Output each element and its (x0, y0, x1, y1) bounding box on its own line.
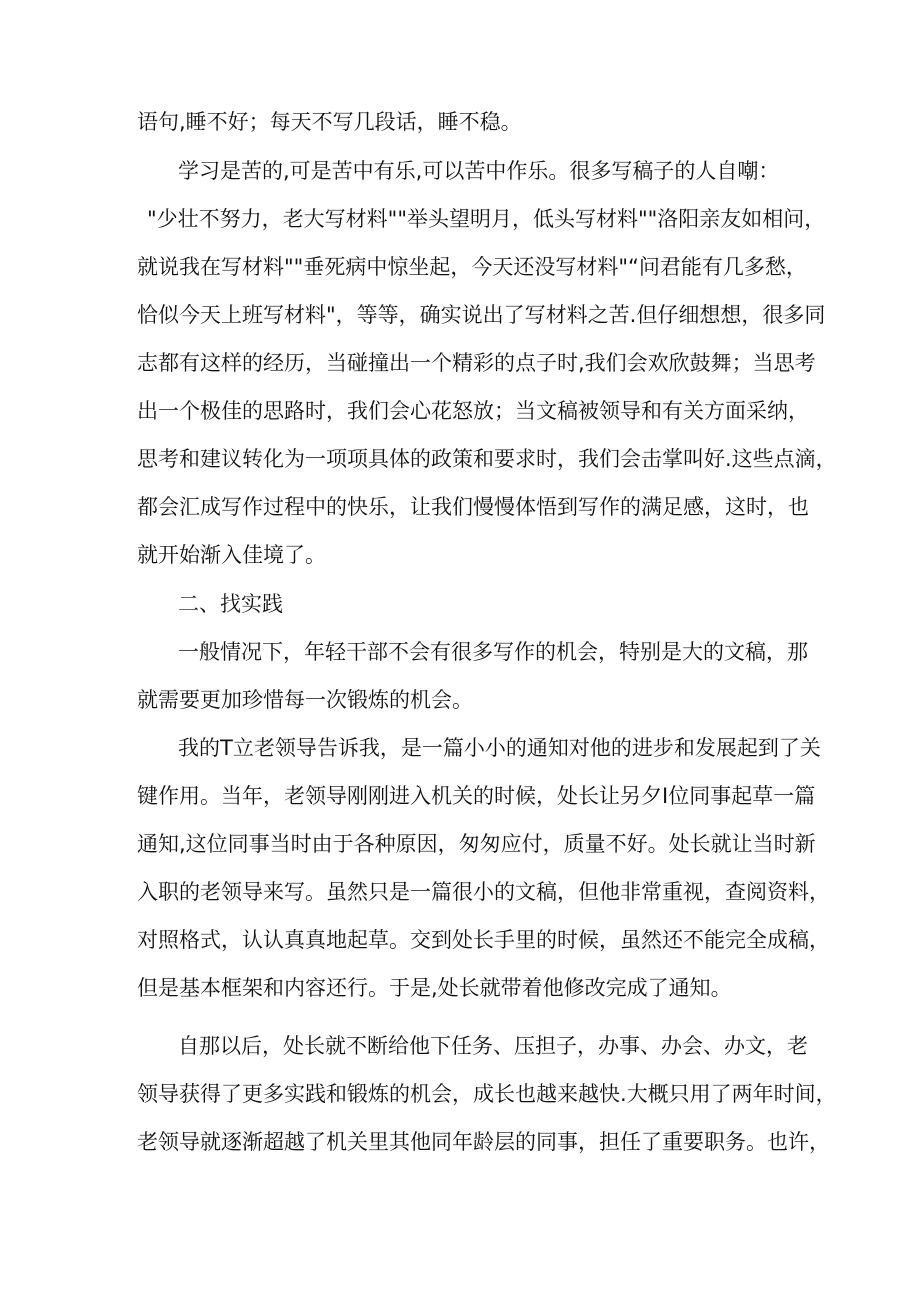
text-line: 思考和建议转化为一项项具体的政策和要求时，我们会击掌叫好.这些点滴， (137, 447, 837, 471)
text-line: 通知,这位同事当时由于各种原因，匆匆应付，质量不好。处长就让当时新 (137, 832, 816, 856)
text-line: 就说我在写材料""垂死病中惊坐起，今天还没写材料"“问君能有几多愁， (137, 255, 807, 279)
text-line: 老领导就逐渐超越了机关里其他同年龄层的同事，担任了重要职务。也许， (137, 1130, 830, 1154)
section-heading: 二、找实践 (178, 592, 283, 616)
text-line: 恰似今天上班写材料"，等等，确实说出了写材料之苦.但仔细想想，很多同 (137, 303, 826, 327)
paragraph-start-line: 一般情况下，年轻干部不会有很多写作的机会，特别是大的文稿，那 (178, 640, 808, 664)
text-line: 就开始渐入佳境了。 (137, 543, 326, 567)
text-line: 领导获得了更多实践和锻炼的机会，成长也越来越快.大概只用了两年时间， (137, 1082, 837, 1106)
text-line: 入职的老领导来写。虽然只是一篇很小的文稿，但他非常重视，查阅资料， (137, 880, 830, 904)
text-line: 但是基本框架和内容还行。于是,处长就带着他修改完成了通知。 (137, 976, 732, 1000)
paragraph-start-line: 我的T立老领导告诉我，是一篇小小的通知对他的进步和发展起到了关 (178, 736, 821, 760)
text-line: 对照格式，认认真真地起草。交到处长手里的时候，虽然还不能完全成稿， (137, 928, 830, 952)
text-line: 出一个极佳的思路时，我们会心花怒放；当文稿被领导和有关方面采纳， (137, 399, 809, 423)
text-line: 都会汇成写作过程中的快乐，让我们慢慢体悟到写作的满足感，这时，也 (137, 495, 809, 519)
text-line: 语句,睡不好；每天不写几段话，睡不稳。 (137, 110, 522, 134)
paragraph-start-line: 自那以后，处长就不断给他下任务、压担子，办事、办会、办文，老 (178, 1034, 808, 1058)
text-line: "少壮不努力，老大写材料""举头望明月，低头写材料""洛阳亲友如相问， (147, 207, 826, 231)
text-line: 键作用。当年，老领导刚刚进入机关的时候，处长让另夕I位同事起草一篇 (137, 784, 816, 808)
text-line: 志都有这样的经历，当碰撞出一个精彩的点子时,我们会欢欣鼓舞；当思考 (137, 351, 816, 375)
text-line: 就需要更加珍惜每一次锻炼的机会。 (137, 688, 473, 712)
paragraph-start-line: 学习是苦的,可是苦中有乐,可以苦中作乐。很多写稿子的人自嘲： (178, 159, 780, 183)
